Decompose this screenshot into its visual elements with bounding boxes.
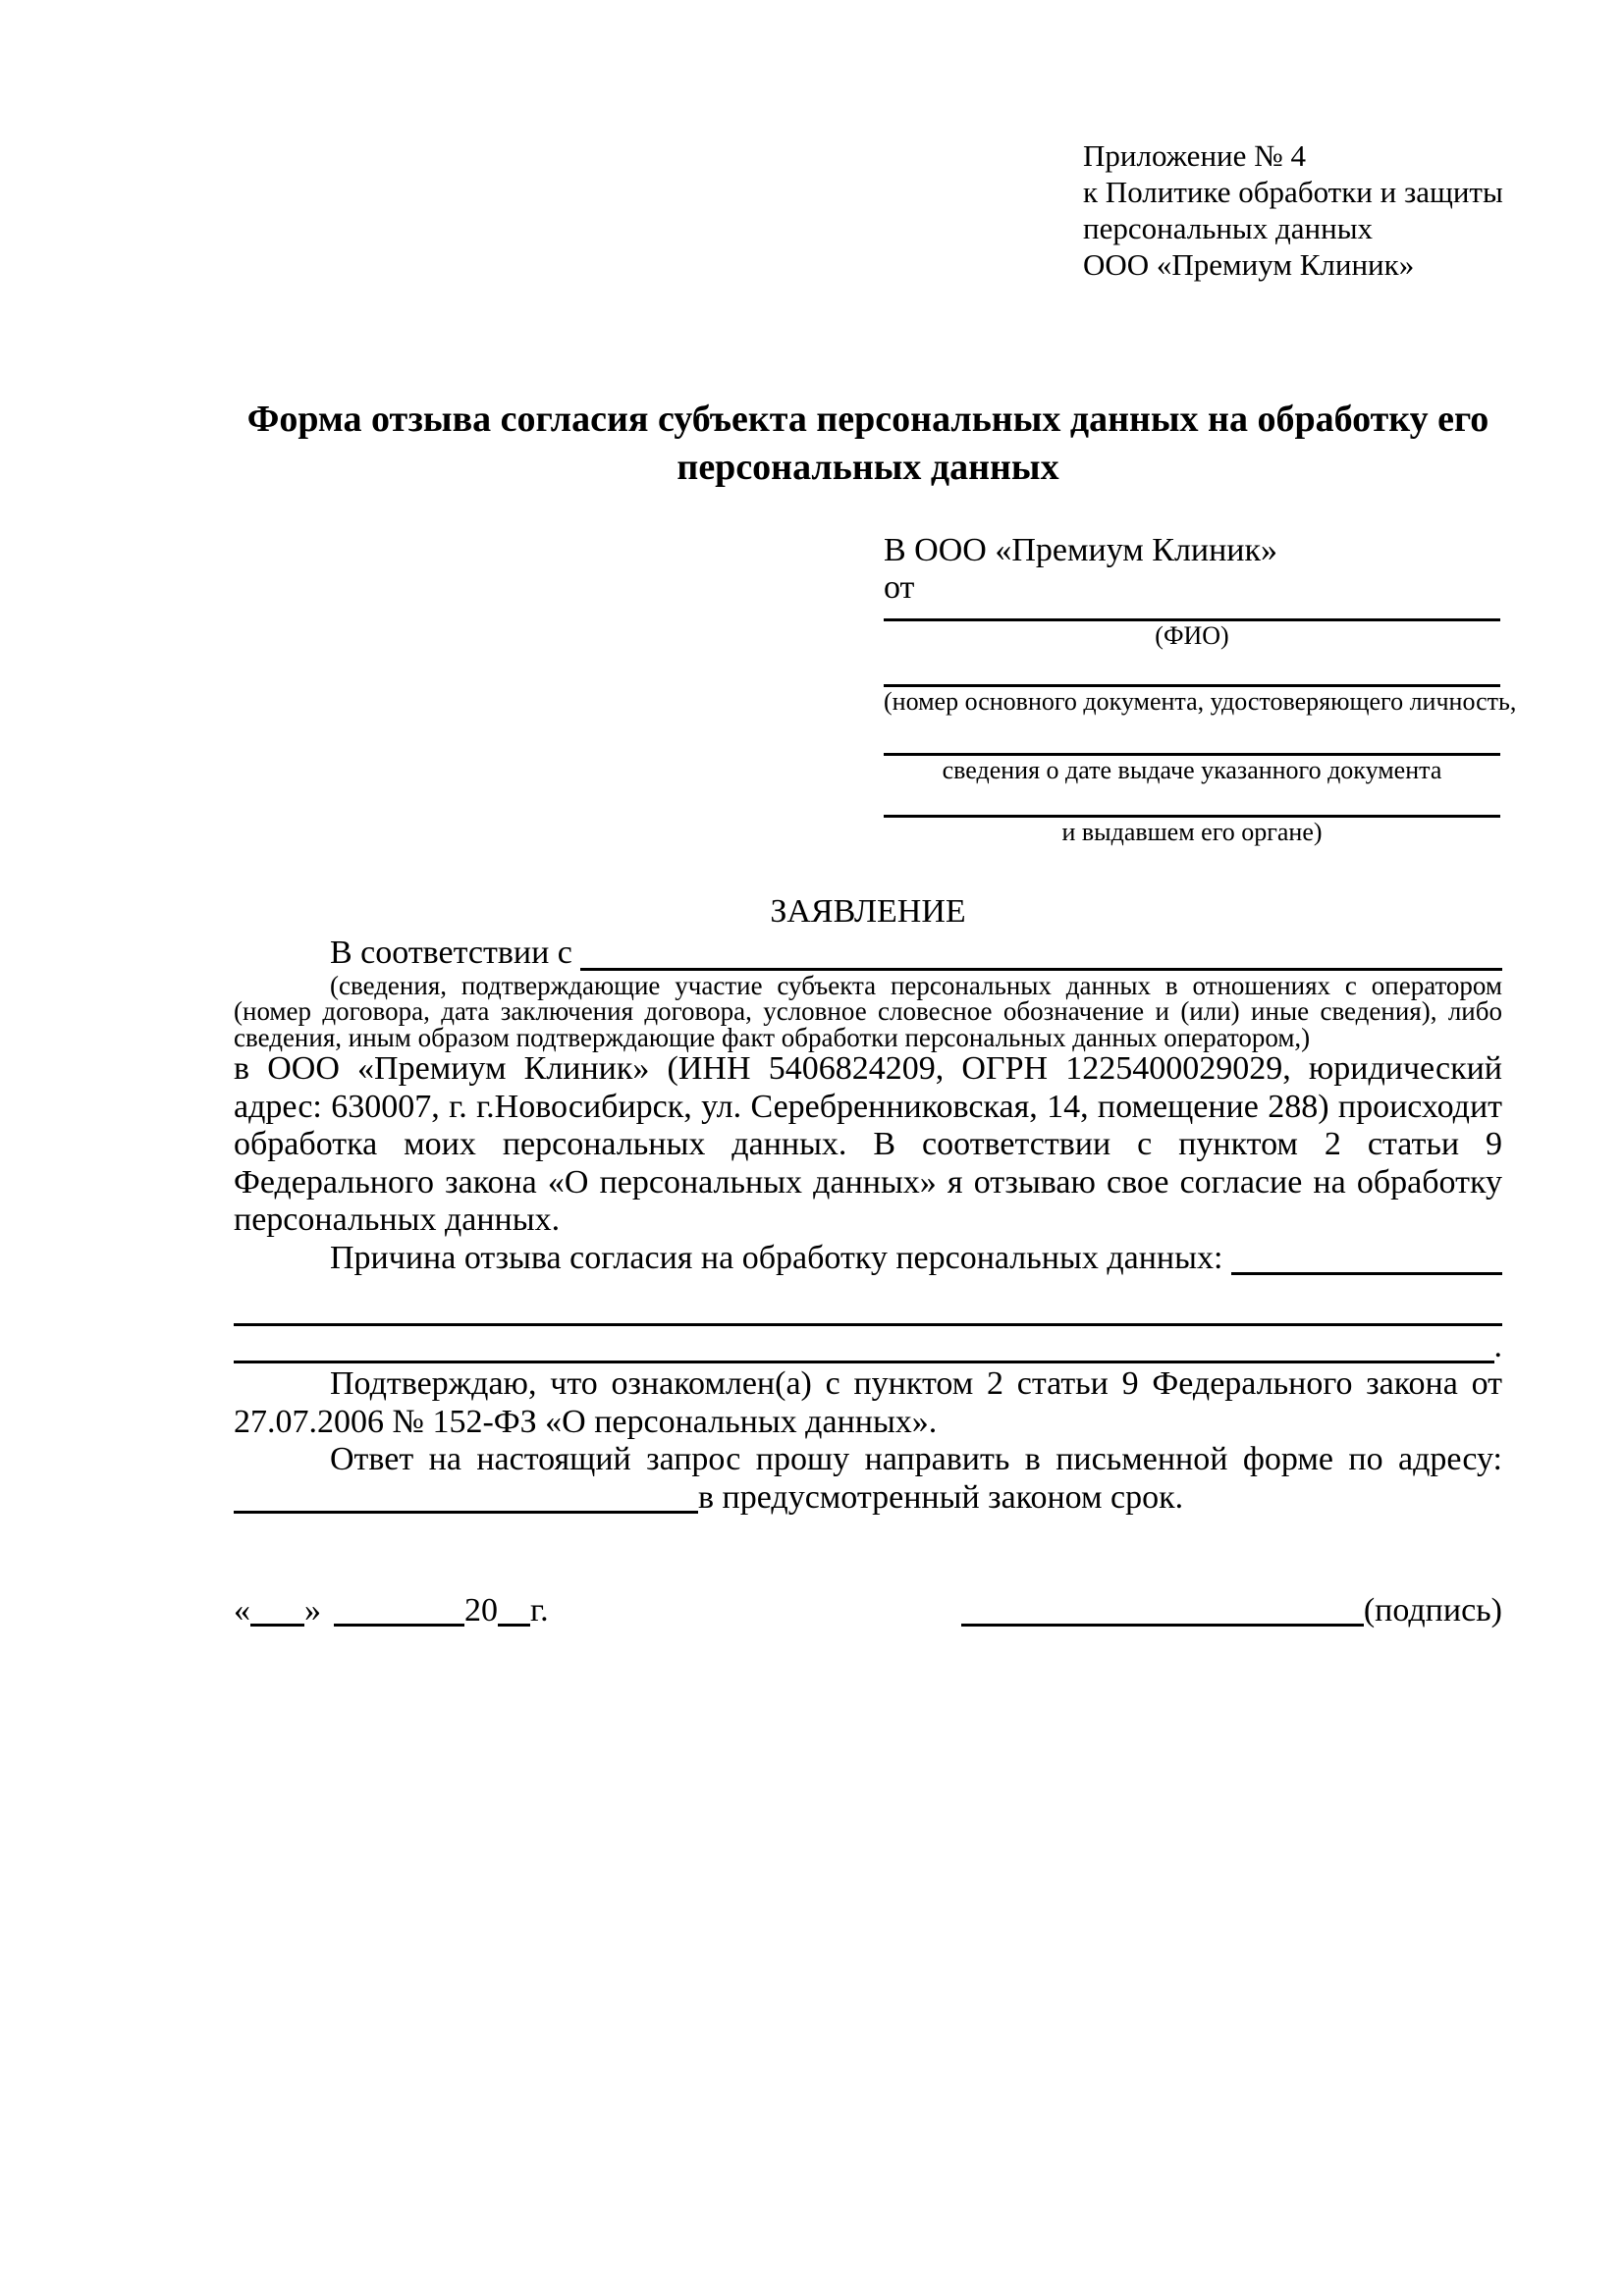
reason-continuation-row-2	[234, 1328, 1502, 1366]
answer-paragraph	[234, 1441, 1502, 1517]
date-quote-open: «	[234, 1592, 250, 1629]
date-quote-close: »	[304, 1592, 321, 1629]
body-paragraph: в ООО «Премиум Клиник» (ИНН 5406824209, ОГРН 1225400029029, юридический адрес: 630007, г. г.Новосибирск, ул. Серебренниковская, 14, помещение 288) происходит обработка моих персональных данных. В соответствии с пунктом 2 статьи 9 Федерального закона «О персональных данных» я отзываю свое согласие на обработку персональных данных.	[234, 1050, 1502, 1238]
footnote-text: (сведения, подтверждающие участие субъекта персональных данных в отношениях с оператором (номер договора, дата заключения договора, условное словесное обозначение и (или) иные сведения), либо сведения, иным образом подтверждающие факт обработки персональных данных оператором,)	[234, 970, 1502, 1052]
answer-suffix: в предусмотренный законом срок.	[698, 1478, 1184, 1516]
appendix-note-line: к Политике обработки и защиты	[1083, 175, 1503, 209]
date-month-blank	[334, 1624, 464, 1627]
date-year-prefix: 20	[464, 1592, 498, 1629]
document-title: Форма отзыва согласия субъекта персональных данных на обработку его персональных данных	[246, 399, 1489, 488]
fill-line-document-number	[884, 651, 1500, 687]
fill-line-issuing-authority	[884, 785, 1500, 818]
intro-prefix: В соответствии с	[330, 934, 572, 971]
signoff-row	[234, 1592, 1502, 1629]
signature-blank-line	[961, 1624, 1364, 1627]
reason-row	[234, 1240, 1502, 1278]
reason-blank-line	[1231, 1240, 1502, 1276]
answer-prefix: Ответ на настоящий запрос прошу направить в письменной форме по адресу:	[330, 1441, 1502, 1477]
reason-terminator: .	[1493, 1327, 1502, 1364]
appendix-note-line: персональных данных	[1083, 211, 1374, 245]
reason-continuation-line-2	[234, 1328, 1494, 1364]
confirmation-paragraph: Подтверждаю, что ознакомлен(а) с пунктом 2 статьи 9 Федерального закона от 27.07.2006 № 152-ФЗ «О персональных данных».	[234, 1365, 1502, 1440]
intro-space	[572, 934, 581, 973]
caption-issuing-authority: и выдавшем его органе)	[1061, 818, 1323, 846]
caption-fio: (ФИО)	[1155, 621, 1229, 650]
statement-body	[234, 934, 1502, 1517]
reason-space	[1222, 1240, 1231, 1278]
caption-document-number: (номер основного документа, удостоверяющего личность,	[884, 687, 1517, 716]
reason-continuation-row-1	[234, 1290, 1502, 1328]
appendix-note	[1083, 137, 1535, 283]
recipient-block	[884, 532, 1517, 847]
address-blank-line	[234, 1511, 698, 1514]
appendix-note-line: ООО «Премиум Клиник»	[1083, 247, 1415, 282]
intro-blank-line	[580, 934, 1502, 971]
fill-line-issue-date	[884, 717, 1500, 756]
statement-heading: ЗАЯВЛЕНИЕ	[770, 893, 966, 930]
date-year-blank	[498, 1624, 530, 1627]
date-line	[234, 1592, 549, 1629]
reason-label: Причина отзыва согласия на обработку персональных данных:	[330, 1239, 1223, 1276]
recipient-organization: В ООО «Премиум Клиник»	[884, 532, 1278, 568]
date-day-blank	[250, 1624, 304, 1627]
signature-caption: (подпись)	[1363, 1592, 1502, 1629]
caption-issue-date: сведения о дате выдаче указанного документа	[942, 756, 1442, 784]
intro-row	[234, 934, 1502, 973]
reason-continuation-line-1	[234, 1290, 1502, 1326]
signature-line	[961, 1592, 1502, 1629]
from-label: от	[884, 569, 915, 606]
fill-line-fio	[884, 607, 1500, 621]
date-year-suffix: г.	[530, 1592, 549, 1629]
appendix-note-line: Приложение № 4	[1083, 138, 1306, 173]
